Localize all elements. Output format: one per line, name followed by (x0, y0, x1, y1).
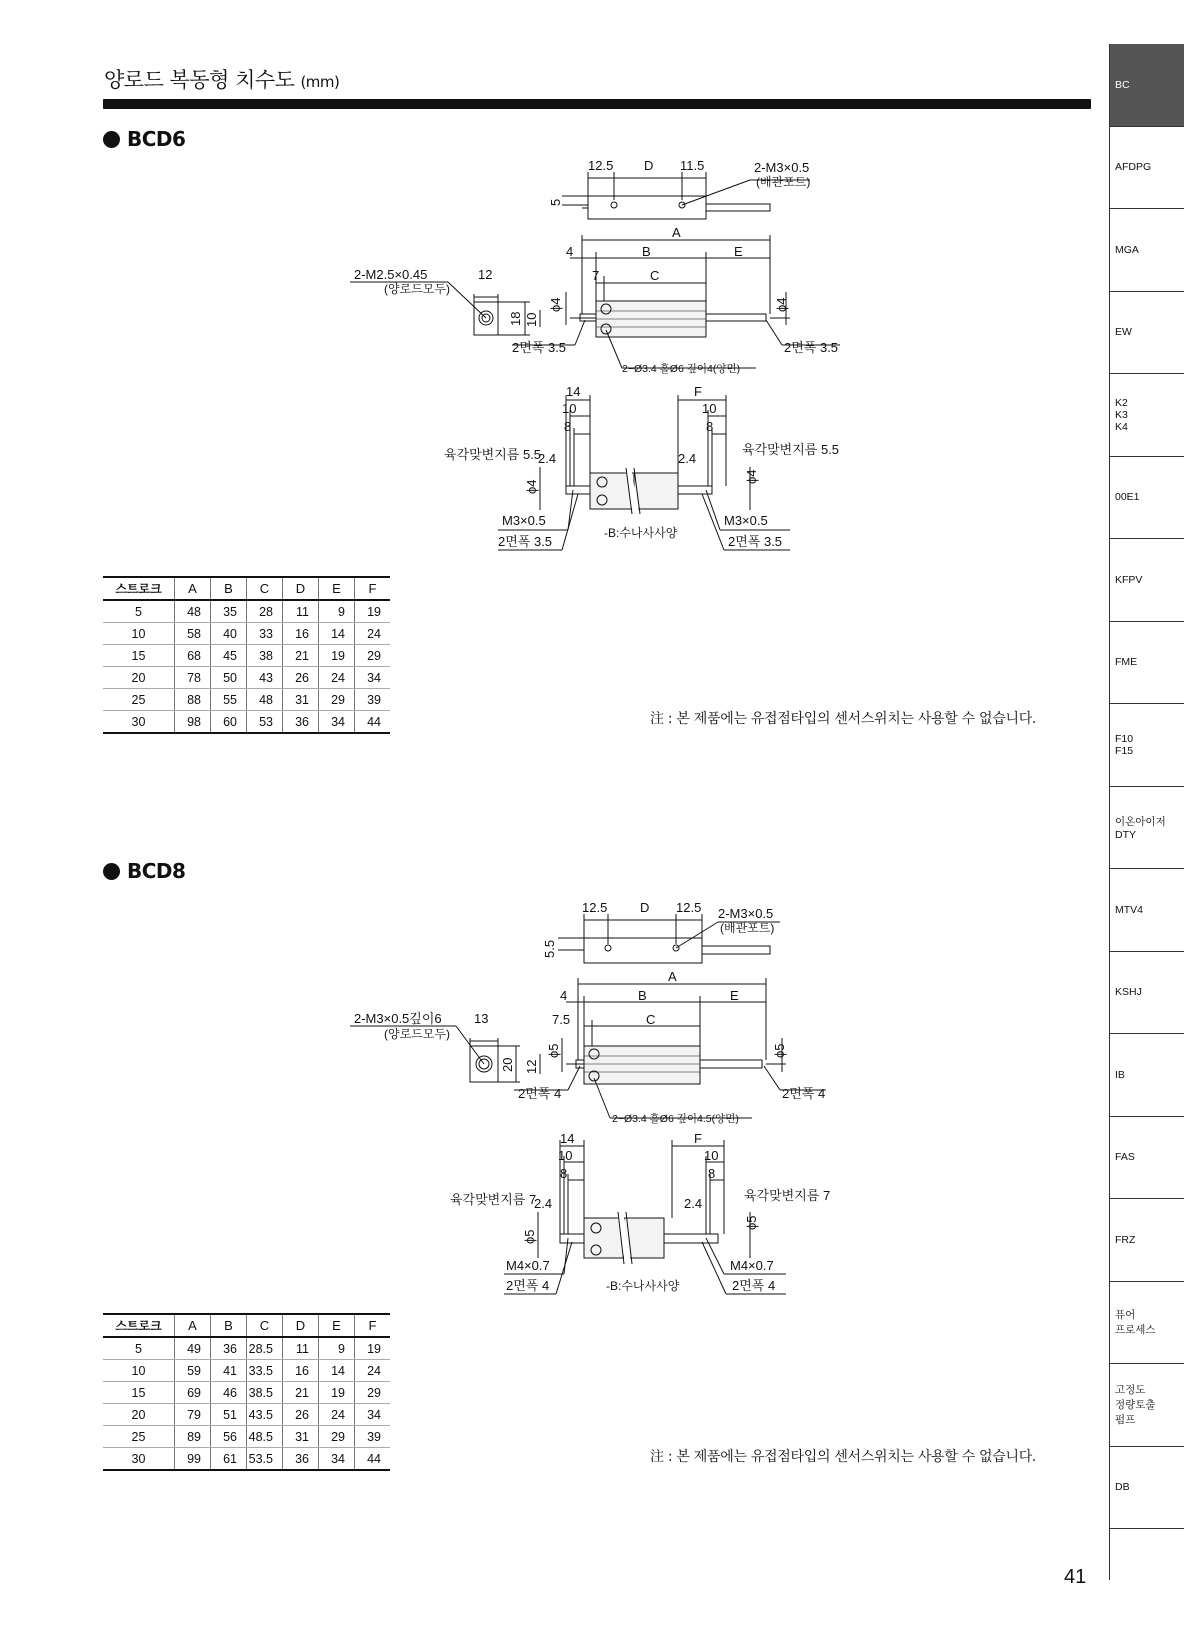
index-tab-label: EW (1115, 326, 1132, 339)
stroke-cell: 10 (103, 623, 175, 645)
end-thread: 2-M2.5×0.45 (354, 267, 428, 282)
dimension-cell: 34 (319, 711, 355, 734)
index-tab-label: K3 (1115, 408, 1128, 421)
bv-8b: 8 (708, 1166, 716, 1181)
dimension-cell: 39 (355, 689, 391, 711)
table-row (103, 1360, 390, 1382)
table-header: B (211, 1314, 247, 1337)
end-thread-sub: (양로드모두) (384, 1027, 450, 1041)
stroke-cell: 15 (103, 1382, 175, 1404)
dim-h20: 20 (500, 1057, 515, 1072)
table-header: B (211, 577, 247, 600)
bv-phi-right: ϕ4 (744, 469, 759, 484)
dimension-cell: 19 (319, 645, 355, 667)
port-sub: (배관포트) (756, 175, 811, 189)
table-header: D (283, 577, 319, 600)
bv-flat-right: 2면폭 3.5 (728, 534, 783, 549)
stroke-cell: 30 (103, 1448, 175, 1471)
dim-7-5: 7.5 (552, 1012, 571, 1027)
dimension-cell: 69 (175, 1382, 211, 1404)
index-tab-label: AFDPG (1115, 161, 1152, 174)
stroke-cell: 5 (103, 1337, 175, 1360)
table-header-row (103, 1314, 390, 1337)
dim-c: C (650, 268, 660, 283)
bv-8b: 8 (706, 419, 714, 434)
table-header: 스트로크 (103, 577, 175, 600)
dimension-cell: 88 (175, 689, 211, 711)
bv-10b: 10 (702, 401, 717, 416)
dim-c: C (646, 1012, 656, 1027)
dimension-table-bcd8 (103, 1313, 390, 1471)
hole-note: 2−Ø3.4 홀Ø6 깊이4.5(양면) (612, 1113, 739, 1125)
dim-right: 12.5 (676, 900, 702, 915)
dimension-cell: 29 (355, 645, 391, 667)
dimension-cell: 11 (283, 1337, 319, 1360)
bv-24b: 2.4 (684, 1196, 703, 1211)
bv-thread-left: M4×0.7 (506, 1258, 550, 1273)
note-bcd8: 注 : 본 제품에는 유접점타입의 센서스위치는 사용할 수 없습니다. (650, 1449, 1037, 1465)
stroke-cell: 15 (103, 645, 175, 667)
index-tab-label: K2 (1115, 396, 1128, 409)
dim-d: D (640, 900, 650, 915)
index-tab[interactable] (1110, 292, 1184, 375)
port-label: 2-M3×0.5 (718, 906, 774, 921)
dimension-cell: 99 (175, 1448, 211, 1471)
bv-flat-left: 2면폭 4 (506, 1278, 550, 1293)
dimension-cell: 24 (319, 1404, 355, 1426)
dimension-cell: 36 (283, 1448, 319, 1471)
bv-caption: -B:수나사사양 (606, 1279, 680, 1293)
dimension-cell: 68 (175, 645, 211, 667)
bv-24b: 2.4 (678, 451, 697, 466)
end-w: 13 (474, 1011, 489, 1026)
table-row (103, 1382, 390, 1404)
dimension-cell: 46 (211, 1382, 247, 1404)
bv-14: 14 (560, 1131, 575, 1146)
page-number: 41 (1064, 1566, 1087, 1588)
dimension-cell: 48 (175, 600, 211, 623)
index-tab[interactable] (1110, 374, 1184, 457)
index-tab-label: DTY (1115, 828, 1136, 841)
bv-8a: 8 (560, 1166, 568, 1181)
bv-10a: 10 (562, 401, 577, 416)
dimension-cell: 98 (175, 711, 211, 734)
dimension-cell: 56 (211, 1426, 247, 1448)
phi-right: ϕ5 (772, 1043, 787, 1058)
index-tab-label: K4 (1115, 420, 1128, 433)
table-header: A (175, 1314, 211, 1337)
dimension-cell: 9 (319, 600, 355, 623)
bv-10a: 10 (558, 1148, 573, 1163)
index-tab[interactable] (1110, 622, 1184, 705)
bv-f: F (694, 1131, 702, 1146)
table-header: D (283, 1314, 319, 1337)
hole-note: 2−Ø3.4 홀Ø6 깊이4(양면) (622, 363, 741, 375)
stroke-cell: 5 (103, 600, 175, 623)
dim-b: B (642, 244, 651, 259)
index-tab-label: FME (1115, 656, 1138, 669)
bv-10b: 10 (704, 1148, 719, 1163)
stroke-cell: 20 (103, 1404, 175, 1426)
dimension-cell: 35 (211, 600, 247, 623)
bv-thread-left: M3×0.5 (502, 513, 546, 528)
dimension-cell: 19 (319, 1382, 355, 1404)
index-tab[interactable] (1110, 1034, 1184, 1117)
index-tab[interactable] (1110, 704, 1184, 787)
dim-height: 5 (548, 198, 563, 206)
dimension-cell: 89 (175, 1426, 211, 1448)
table-header: C (247, 577, 283, 600)
stroke-cell: 25 (103, 689, 175, 711)
dimension-cell: 34 (319, 1448, 355, 1471)
dimension-cell: 61 (211, 1448, 247, 1471)
index-tab[interactable] (1110, 787, 1184, 870)
bv-thread-right: M4×0.7 (730, 1258, 774, 1273)
dim-12-5: 12.5 (588, 158, 614, 173)
dimension-cell: 53 (247, 711, 283, 734)
dimension-cell: 55 (211, 689, 247, 711)
phi-left: ϕ5 (546, 1043, 561, 1058)
dim-h18: 18 (508, 311, 523, 326)
dimension-cell: 9 (319, 1337, 355, 1360)
index-tab-label: 프로세스 (1115, 1324, 1156, 1337)
index-tab-label: 고정도 (1115, 1384, 1146, 1397)
dim-e: E (730, 988, 739, 1003)
index-tab[interactable] (1110, 952, 1184, 1035)
bv-24a: 2.4 (534, 1196, 553, 1211)
dimension-cell: 53.5 (247, 1448, 283, 1471)
index-tab[interactable] (1110, 44, 1184, 127)
dimension-cell: 28.5 (247, 1337, 283, 1360)
dimension-cell: 19 (355, 1337, 391, 1360)
index-tab-label: FRZ (1115, 1233, 1136, 1246)
dimension-cell: 49 (175, 1337, 211, 1360)
dimension-cell: 60 (211, 711, 247, 734)
end-w: 12 (478, 267, 493, 282)
index-tab-label: MGA (1115, 243, 1139, 256)
index-tab-label: KFPV (1115, 573, 1143, 586)
table-header: E (319, 577, 355, 600)
bv-hex-right: 육각맞변지름 5.5 (742, 442, 840, 457)
table-row (103, 1337, 390, 1360)
dimension-cell: 21 (283, 645, 319, 667)
dimension-cell: 50 (211, 667, 247, 689)
dim-right: 11.5 (680, 158, 705, 173)
port-label: 2-M3×0.5 (754, 160, 810, 175)
bv-phi-right: ϕ5 (744, 1215, 759, 1230)
dimension-cell: 29 (319, 689, 355, 711)
dim-4: 4 (560, 988, 568, 1003)
dimension-cell: 31 (283, 689, 319, 711)
section-name: BCD6 (127, 127, 186, 151)
bv-hex-left: 육각맞변지름 7 (450, 1192, 537, 1207)
index-tab[interactable] (1110, 1447, 1184, 1530)
stroke-cell: 20 (103, 667, 175, 689)
phi-left: ϕ4 (548, 297, 563, 312)
dim-a: A (668, 969, 677, 984)
index-tab-label: FAS (1115, 1151, 1135, 1164)
index-tab[interactable] (1110, 1199, 1184, 1282)
index-tab-label: 00E1 (1115, 491, 1140, 504)
table-header: 스트로크 (103, 1314, 175, 1337)
dimension-cell: 24 (319, 667, 355, 689)
dimension-cell: 45 (211, 645, 247, 667)
bv-f: F (694, 384, 702, 399)
table-header: C (247, 1314, 283, 1337)
table-row (103, 1426, 390, 1448)
table-row (103, 1404, 390, 1426)
dimension-cell: 33.5 (247, 1360, 283, 1382)
index-tab[interactable] (1110, 1117, 1184, 1200)
page-title-text: 양로드 복동형 치수도 (104, 68, 295, 92)
index-tab-label: F15 (1115, 744, 1134, 757)
dim-7: 7 (592, 268, 600, 283)
dimension-cell: 48 (247, 689, 283, 711)
index-tab[interactable] (1110, 127, 1184, 210)
table-header: F (355, 577, 391, 600)
dimension-cell: 14 (319, 623, 355, 645)
dimension-cell: 24 (355, 623, 391, 645)
note-bcd6: 注 : 본 제품에는 유접점타입의 센서스위치는 사용할 수 없습니다. (650, 711, 1037, 727)
dimension-cell: 79 (175, 1404, 211, 1426)
dimension-cell: 38 (247, 645, 283, 667)
bv-phi-left: ϕ5 (522, 1229, 537, 1244)
phi-right: ϕ4 (774, 297, 789, 312)
table-header: A (175, 577, 211, 600)
index-tab-label: DB (1115, 1481, 1130, 1494)
dimension-cell: 33 (247, 623, 283, 645)
dimension-cell: 44 (355, 1448, 391, 1471)
index-sidebar (1109, 44, 1184, 1580)
dimension-cell: 31 (283, 1426, 319, 1448)
dimension-cell: 58 (175, 623, 211, 645)
index-tab-label: IB (1115, 1068, 1125, 1081)
table-row (103, 1448, 390, 1471)
bv-hex-right: 육각맞변지름 7 (744, 1188, 831, 1203)
index-tab-label: 퓨어 (1115, 1309, 1136, 1322)
stroke-cell: 30 (103, 711, 175, 734)
dimension-cell: 28 (247, 600, 283, 623)
dimension-cell: 19 (355, 600, 391, 623)
dimension-cell: 34 (355, 667, 391, 689)
dimension-cell: 43 (247, 667, 283, 689)
bv-caption: -B:수나사사양 (604, 526, 678, 540)
dimension-cell: 26 (283, 667, 319, 689)
flat-right: 2면폭 3.5 (784, 340, 839, 355)
dimension-cell: 24 (355, 1360, 391, 1382)
dim-h12: 12 (524, 1059, 539, 1074)
dimension-cell: 21 (283, 1382, 319, 1404)
index-tab[interactable] (1110, 1364, 1184, 1447)
dimension-cell: 16 (283, 623, 319, 645)
dimension-cell: 44 (355, 711, 391, 734)
end-thread: 2-M3×0.5깊이6 (354, 1011, 442, 1026)
index-tab-label: MTV4 (1115, 903, 1144, 916)
bv-hex-left: 육각맞변지름 5.5 (444, 447, 542, 462)
index-tab-label: F10 (1115, 732, 1134, 745)
dimension-cell: 11 (283, 600, 319, 623)
bv-flat-left: 2면폭 3.5 (498, 534, 553, 549)
index-tab-label: KSHJ (1115, 986, 1142, 999)
dimension-cell: 29 (319, 1426, 355, 1448)
bv-8a: 8 (564, 419, 572, 434)
dimension-cell: 40 (211, 623, 247, 645)
index-tab-label: 정량토출 (1115, 1399, 1156, 1412)
table-body (103, 1337, 390, 1470)
flat-left: 2면폭 3.5 (512, 340, 567, 355)
bv-24a: 2.4 (538, 451, 557, 466)
stroke-cell: 10 (103, 1360, 175, 1382)
dimension-cell: 43.5 (247, 1404, 283, 1426)
table-header: F (355, 1314, 391, 1337)
dim-4: 4 (566, 244, 574, 259)
section-name: BCD8 (127, 859, 186, 883)
dimension-cell: 16 (283, 1360, 319, 1382)
dim-12-5: 12.5 (582, 900, 608, 915)
dimension-cell: 59 (175, 1360, 211, 1382)
dimension-cell: 48.5 (247, 1426, 283, 1448)
dimension-cell: 34 (355, 1404, 391, 1426)
flat-left: 2면폭 4 (518, 1086, 562, 1101)
bv-14: 14 (566, 384, 581, 399)
dim-h10: 10 (524, 312, 539, 327)
index-tab-label: 펌프 (1115, 1414, 1136, 1427)
stroke-cell: 25 (103, 1426, 175, 1448)
flat-right: 2면폭 4 (782, 1086, 826, 1101)
dimension-cell: 51 (211, 1404, 247, 1426)
dimension-cell: 39 (355, 1426, 391, 1448)
index-tab[interactable] (1110, 209, 1184, 292)
bv-thread-right: M3×0.5 (724, 513, 768, 528)
dim-e: E (734, 244, 743, 259)
dimension-cell: 41 (211, 1360, 247, 1382)
page-title-unit: (mm) (300, 73, 340, 91)
index-tab-label: BC (1115, 78, 1130, 91)
dim-a: A (672, 225, 681, 240)
index-tab[interactable] (1110, 457, 1184, 540)
bv-phi-left: ϕ4 (524, 479, 539, 494)
dimension-cell: 38.5 (247, 1382, 283, 1404)
dim-height: 5.5 (542, 939, 557, 958)
dimension-cell: 78 (175, 667, 211, 689)
dim-b: B (638, 988, 647, 1003)
table-header: E (319, 1314, 355, 1337)
index-tab[interactable] (1110, 869, 1184, 952)
index-tab[interactable] (1110, 539, 1184, 622)
dimension-cell: 29 (355, 1382, 391, 1404)
dimension-cell: 14 (319, 1360, 355, 1382)
bv-flat-right: 2면폭 4 (732, 1278, 776, 1293)
dim-d: D (644, 158, 654, 173)
dimension-cell: 36 (211, 1337, 247, 1360)
dimension-cell: 26 (283, 1404, 319, 1426)
index-tab-label: 이온아이저 (1115, 815, 1166, 828)
dimension-cell: 36 (283, 711, 319, 734)
port-sub: (배관포트) (720, 921, 775, 935)
end-thread-sub: (양로드모두) (384, 282, 450, 296)
index-tab[interactable] (1110, 1282, 1184, 1365)
